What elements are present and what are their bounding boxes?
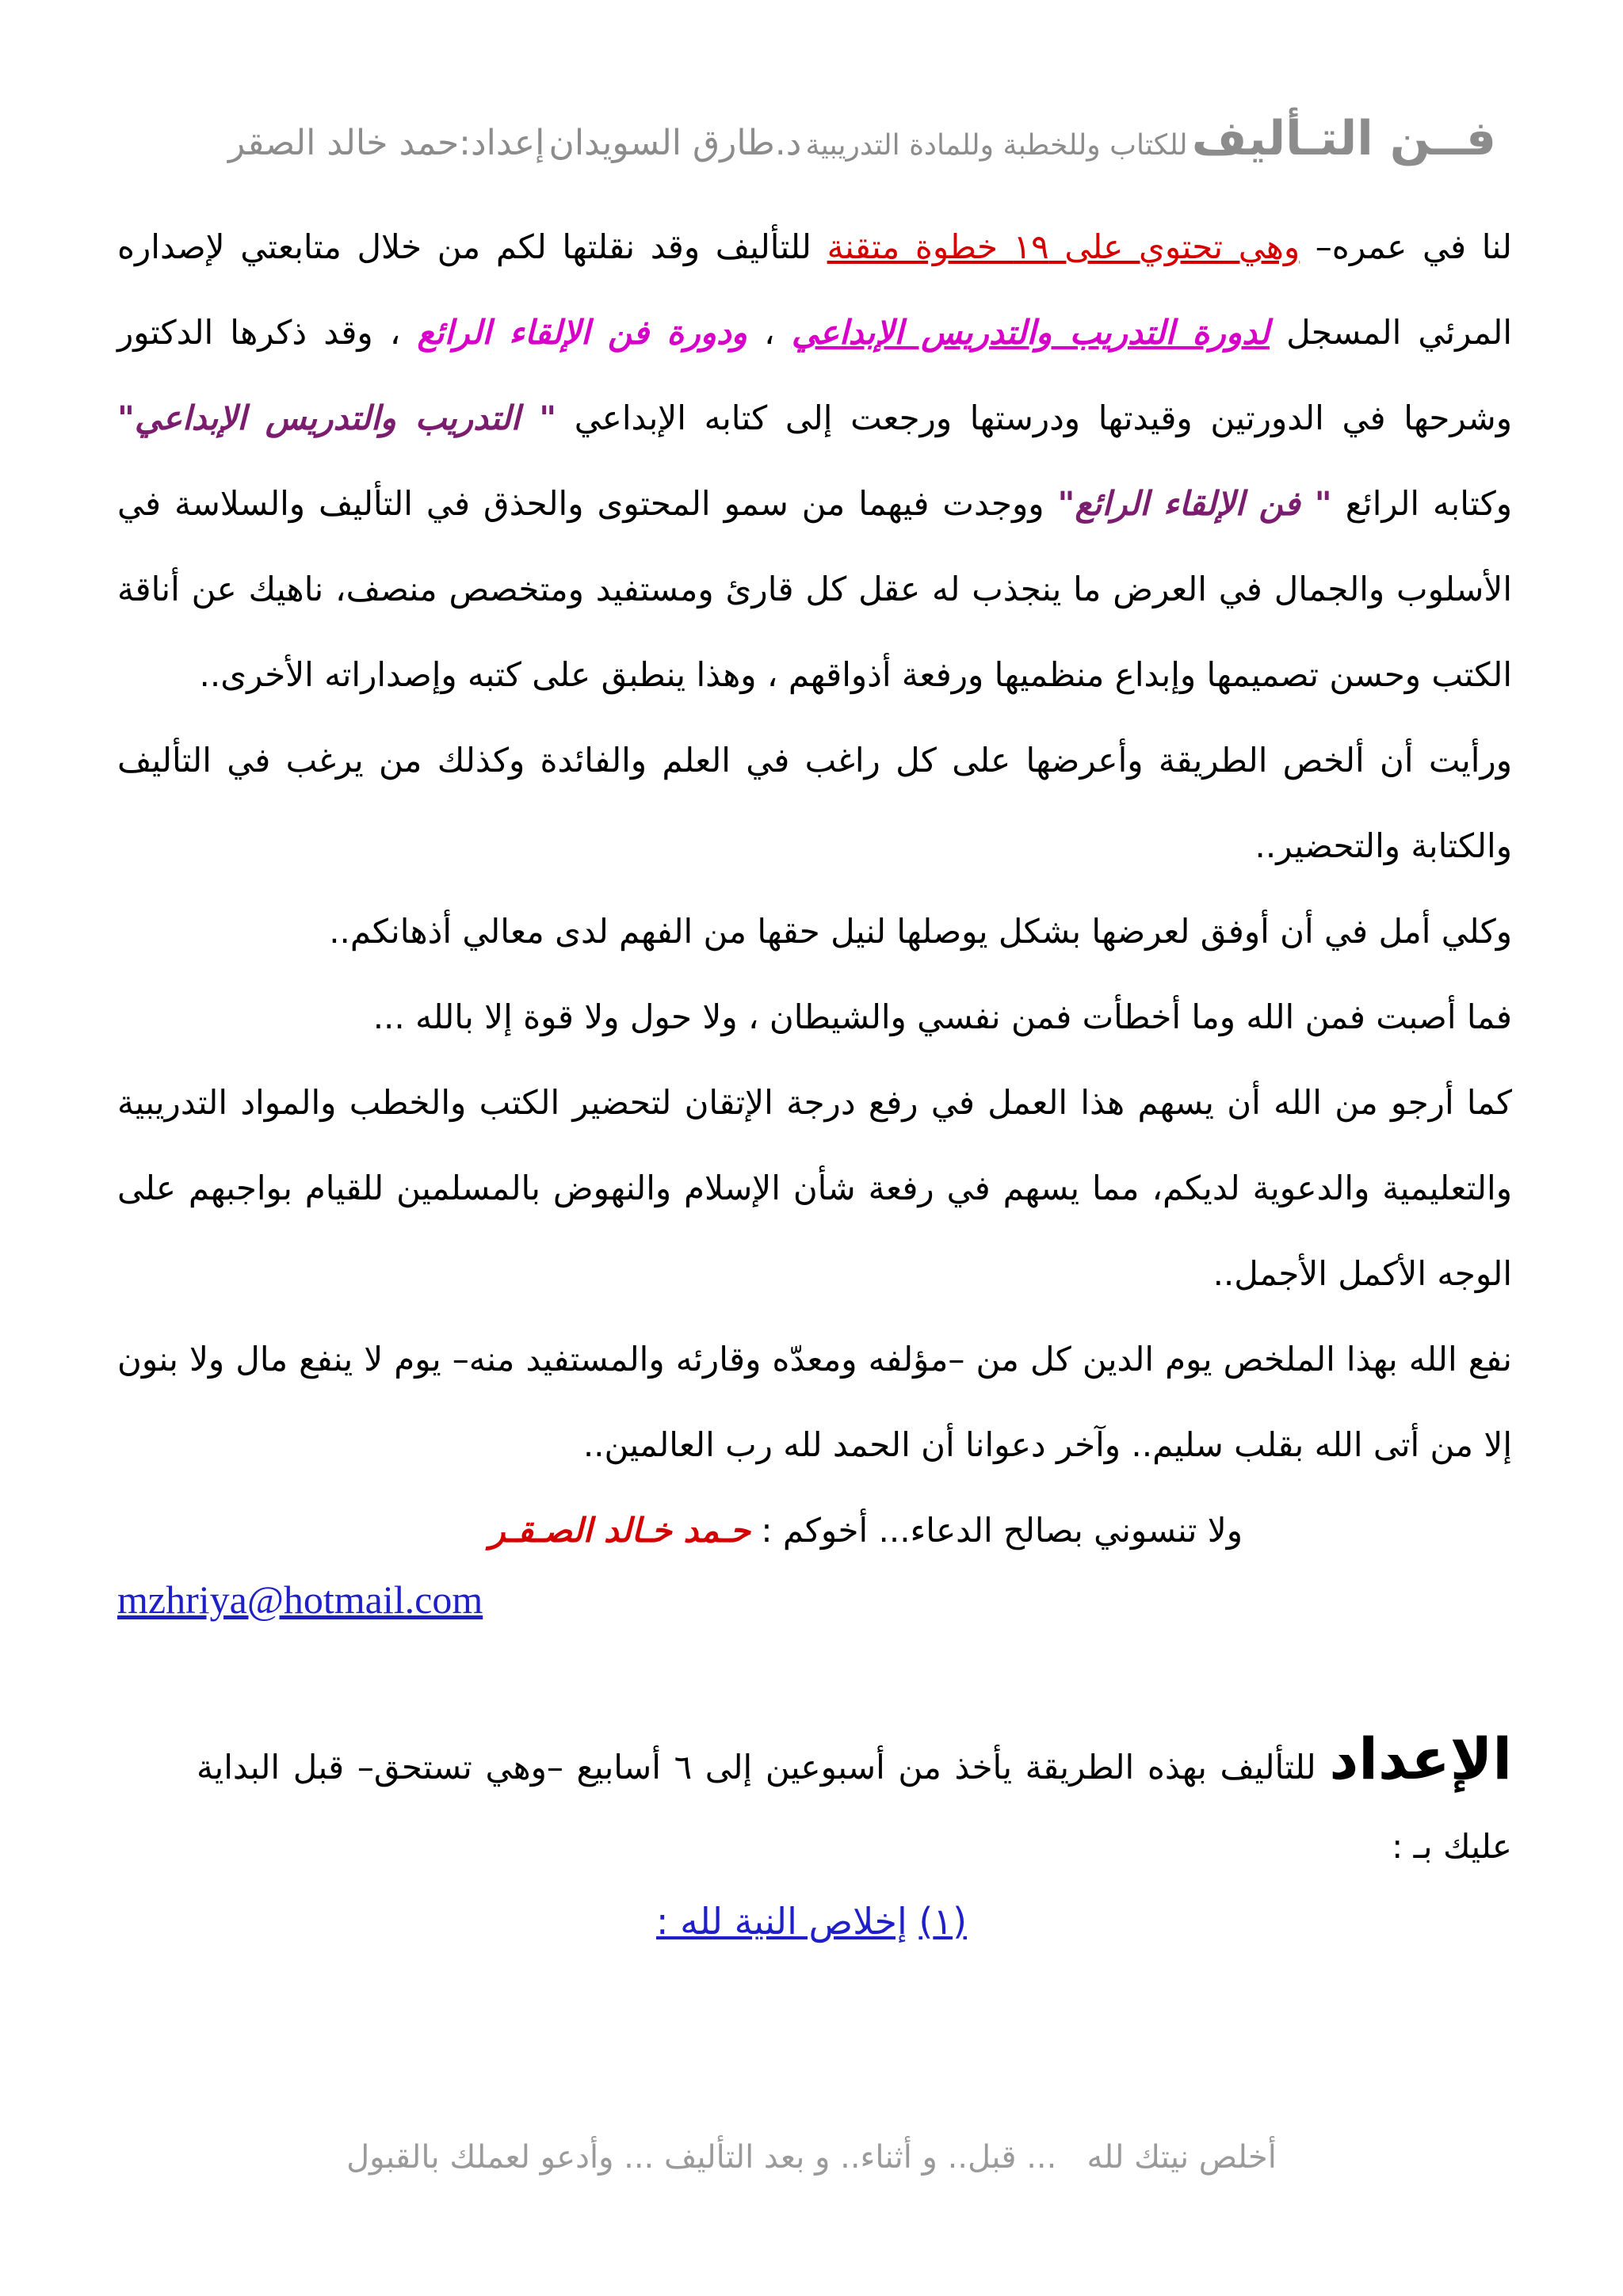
preparation-keyword: الإعداد [1329, 1726, 1513, 1792]
point-number: (١) [918, 1900, 968, 1943]
course-title-delivery: ودورة فن الإلقاء الرائع [417, 313, 747, 352]
paragraph: كما أرجو من الله أن يسهم هذا العمل في رفع درجة الإتقان لتحضير الكتب والخطب والمواد التدريبية والتعليمية والدعوية لديكم، مما يسهم في رفعة شأن الإسلام والنهوض بالمسلمين للقيام بواجبهم على الوجه الأكمل الأجمل.. [117, 1083, 1512, 1293]
intro-text: لنا في عمره– [1300, 227, 1512, 266]
course-title-training: لدورة التدريب والتدريس الإبداعي [791, 313, 1270, 352]
paragraph: وكلي أمل في أن أوفق لعرضها بشكل يوصلها لنيل حقها من الفهم لدى معالي أذهانكم.. [329, 912, 1512, 951]
author-signature: حـمد خـالد الصـقـر [489, 1511, 751, 1550]
point-heading [0, 1900, 1623, 1943]
intro-text: ، وقد ذكرها الدكتور وشرحها في الدورتين وقيدتها ودرستها ورجعت إلى كتابه الإبداعي [117, 313, 1512, 437]
email-link[interactable]: mzhriya@hotmail.com [117, 1577, 483, 1622]
intro-text: للتأليف وقد نقلتها لكم من خلال متابعتي لإصداره المرئي المسجل [117, 227, 1512, 352]
paragraph: نفع الله بهذا الملخص يوم الدين كل من –مؤلفه ومعدّه وقارئه والمستفيد منه– يوم لا ينفع مال ولا بنون إلا من أتى الله بقلب سليم.. وآخر دعوانا أن الحمد لله رب العالمين.. [117, 1340, 1512, 1464]
paragraph: فما أصبت فمن الله وما أخطأت فمن نفسي والشيطان ، ولا حول ولا قوة إلا بالله ... [372, 997, 1512, 1036]
closing-line [117, 1488, 1512, 1573]
paragraph: ورأيت أن ألخص الطريقة وأعرضها على كل راغب في العلم والفائدة وكذلك من يرغب في التأليف والكتابة والتحضير.. [117, 741, 1512, 865]
highlight-19-steps: وهي تحتوي على ١٩ خطوة متقنة [827, 227, 1300, 266]
page-footer: أخلص نيتك لله ... قبل.. و أثناء.. و بعد التأليف ... وأدعو لعملك بالقبول [346, 2139, 1277, 2176]
header-author: د.طارق السويدان [548, 123, 802, 163]
intro-text: ووجدت فيهما من سمو المحتوى والحذق في التأليف والسلاسة في الأسلوب والجمال في العرض ما ينجذب له عقل كل قارئ ومستفيد ومتخصص منصف، ناهيك عن أناقة الكتب وحسن تصميمها وإبداع منظميها ورفعة أذواقهم ، وهذا ينطبق على كتبه وإصداراته الأخرى.. [117, 484, 1512, 694]
header-subtitle: للكتاب وللخطبة وللمادة التدريبية [805, 129, 1188, 162]
body-text [117, 204, 1512, 1573]
closing-text: ولا تنسوني بصالح الدعاء... أخوكم : [750, 1511, 1243, 1550]
intro-text: ، [747, 313, 792, 352]
book-title-delivery: " فن الإلقاء الرائع" [1057, 484, 1332, 523]
preparation-text: للتأليف بهذه الطريقة يأخذ من أسبوعين إلى ٦ أسابيع –وهي تستحق– قبل البداية عليك بـ : [197, 1748, 1512, 1866]
header-prepared-by: إعداد:حمد خالد الصقر [228, 123, 545, 163]
intro-text: وكتابه الرائع [1331, 484, 1512, 523]
preparation-paragraph [197, 1719, 1512, 1886]
book-title-training: " التدريب والتدريس الإبداعي" [117, 399, 557, 437]
intro-paragraph [117, 204, 1512, 718]
preparation-section [197, 1719, 1512, 1886]
header-title: فــن التـأليف [1191, 111, 1496, 166]
page-header [101, 111, 1496, 166]
point-label: إخلاص النية لله : [655, 1900, 907, 1943]
